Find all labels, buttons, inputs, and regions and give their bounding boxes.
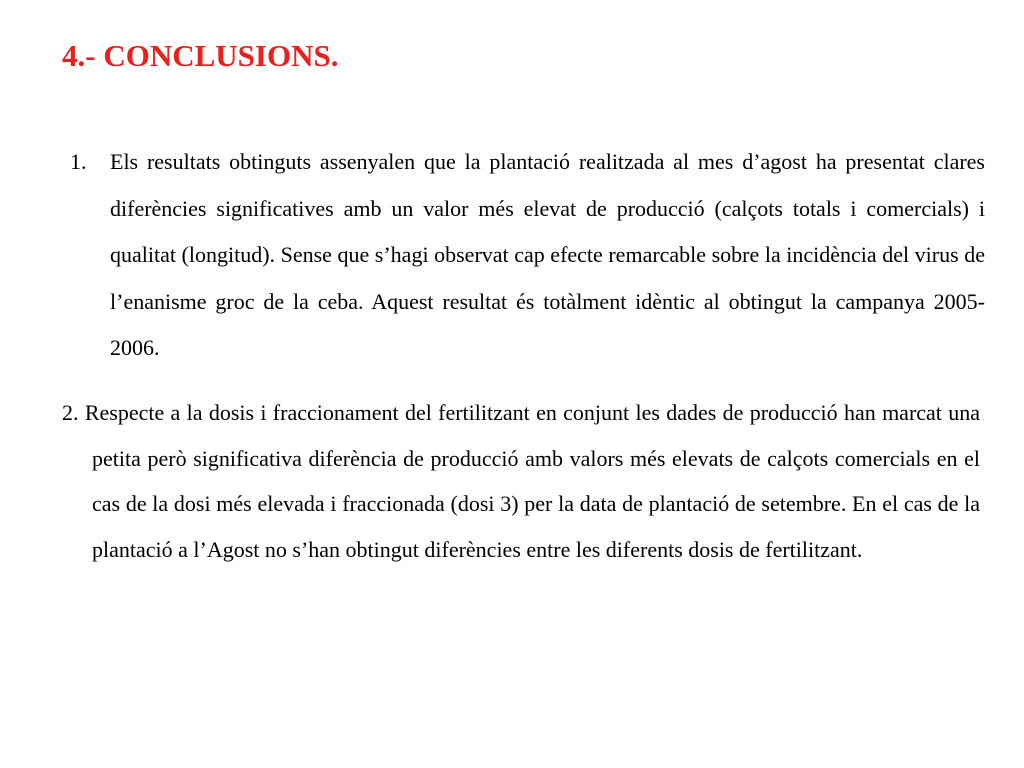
conclusion-text-2: Respecte a la dosis i fraccionament del fertilitzant en conjunt les dades de producció han marcat una petita però significativa diferència de producció amb valors més elevats de calçots comercials en el cas de la dosi més elevada i fraccionada (dosi 3) per la data de plantació de setembre. En el cas de la plantació a l’Agost no s’han obtingut diferències entre les diferents dosis de fertilitzant.	[84, 400, 980, 562]
conclusion-number-2: 2.	[62, 400, 85, 425]
conclusion-number-1: 1.	[70, 149, 87, 174]
conclusion-item-2	[62, 390, 980, 572]
conclusion-text-1: Els resultats obtinguts assenyalen que la plantació realitzada al mes d’agost ha presentat clares diferències significatives amb un valor més elevat de producció (calçots totals i comercials) i qualitat (longitud). Sense que s’hagi observat cap efecte remarcable sobre la incidència del virus de l’enanisme groc de la ceba. Aquest resultat és totàlment idèntic al obtingut la campanya 2005-2006.	[110, 149, 985, 360]
slide-title: 4.- CONCLUSIONS.	[62, 38, 339, 73]
conclusion-item-1	[70, 139, 985, 372]
